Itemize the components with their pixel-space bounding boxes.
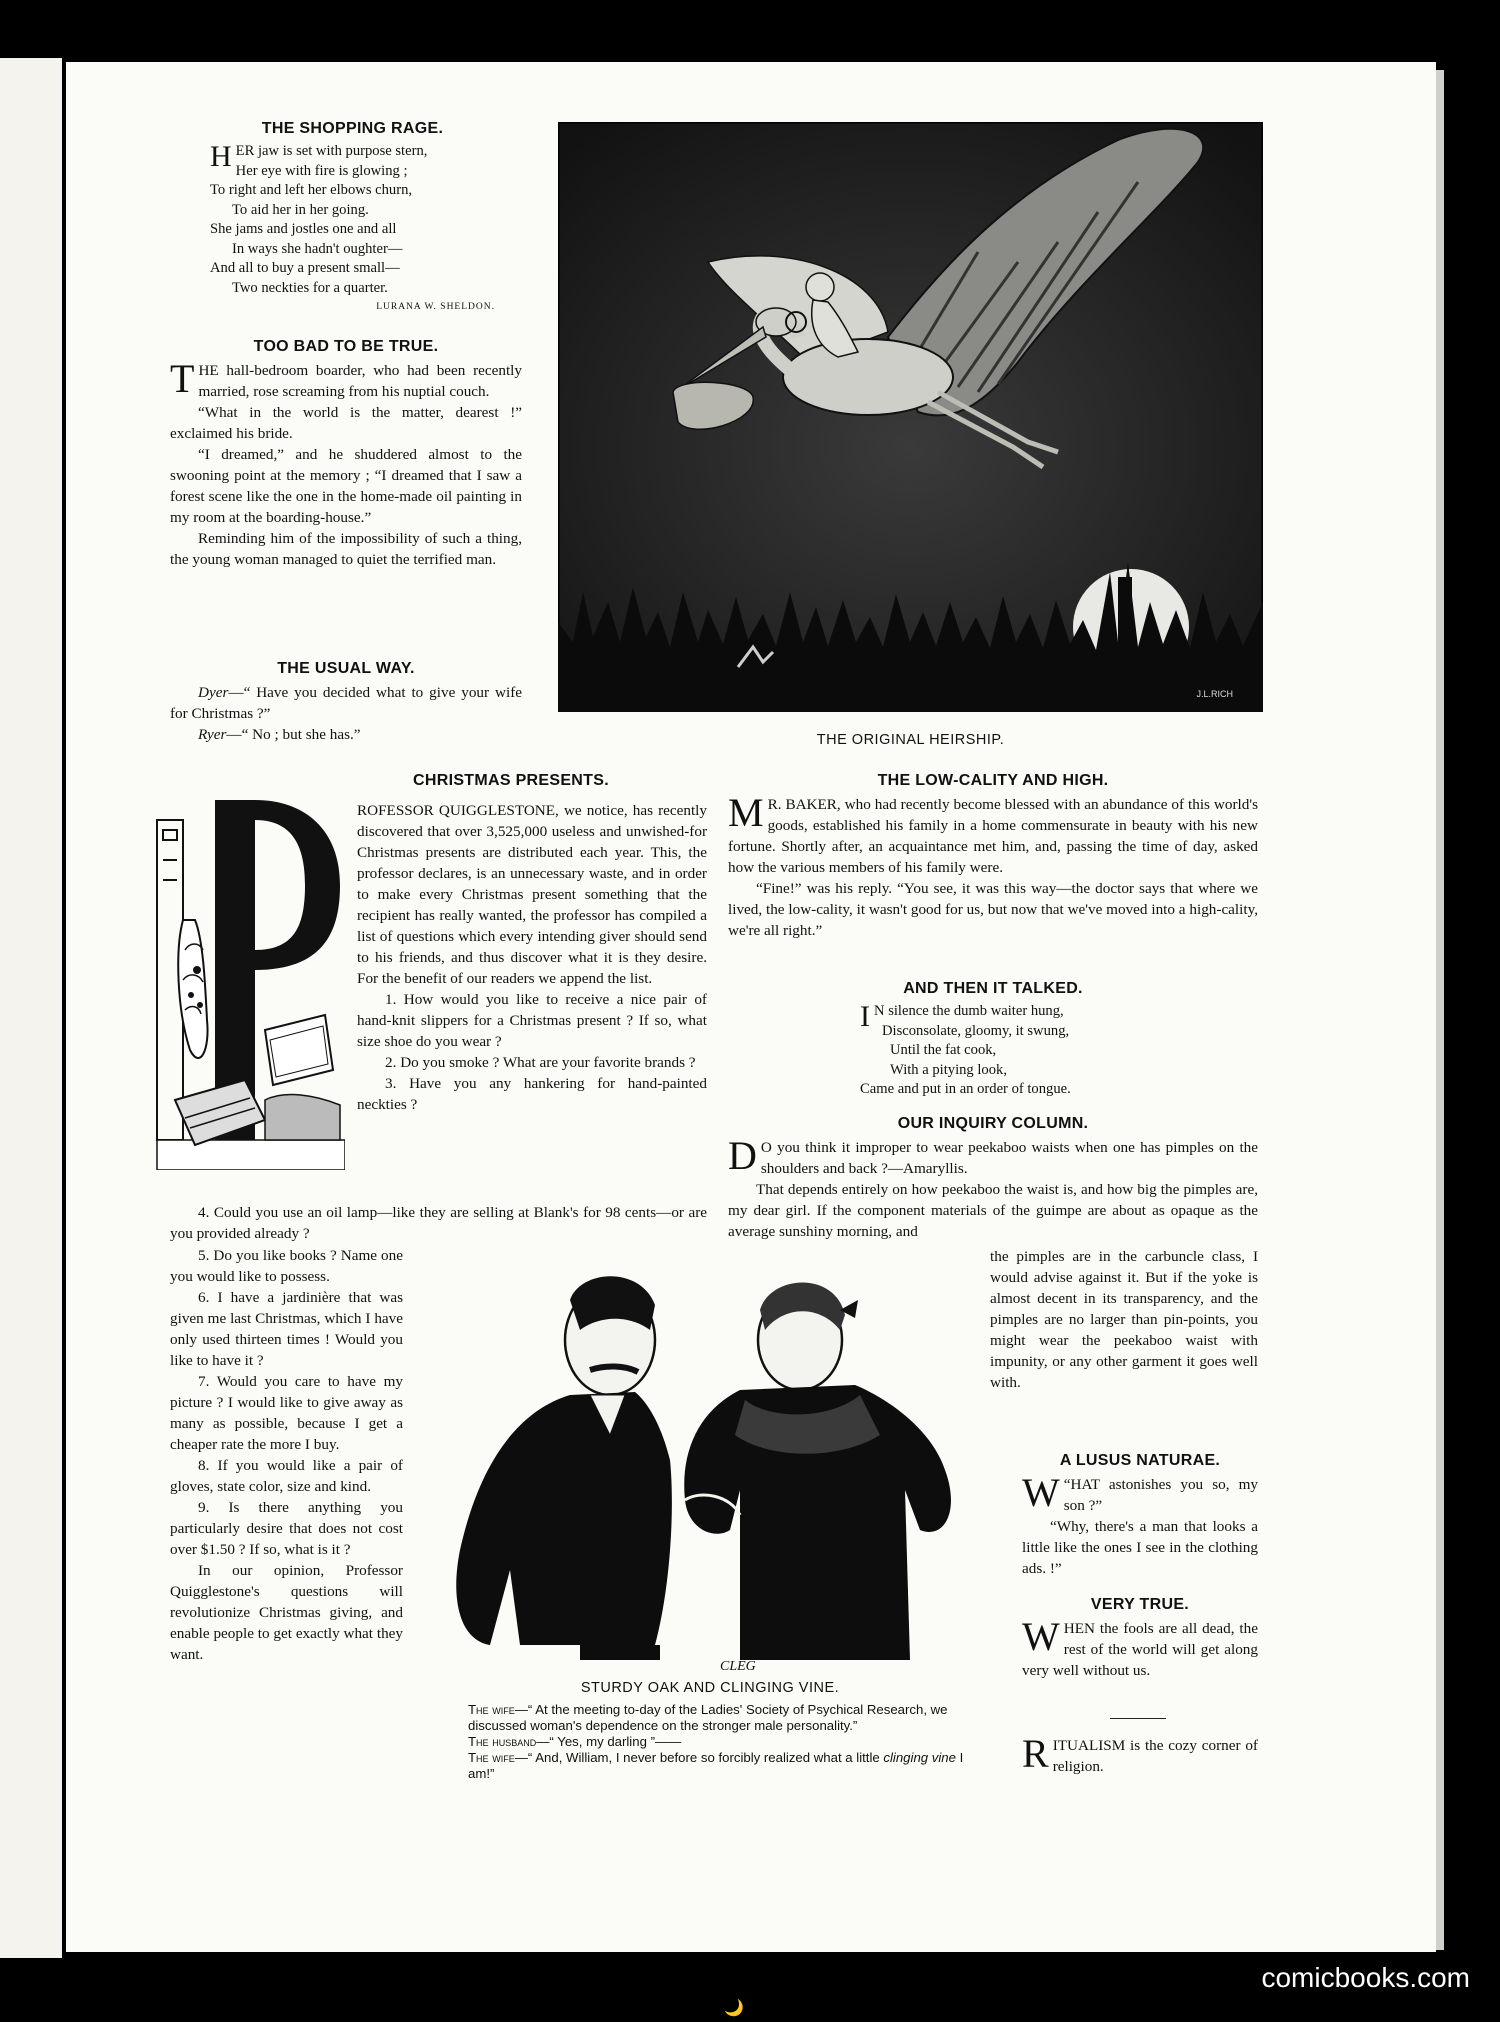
- inquiry-body-continued: [990, 1246, 1258, 1393]
- husband-coat: [456, 1392, 672, 1645]
- verse-line: In ways she hadn't oughter—: [232, 240, 403, 257]
- very-true-article: [1022, 1596, 1258, 1681]
- paragraph: ROFESSOR QUIGGLESTONE, we notice, has recently discovered that over 3,525,000 useless and unwished-for Christmas presents are distributed each year. This, the professor declares, is an unnecessary waste, and in order to make every Christmas present something that the recipient has really wanted, the professor has compiled a list of questions which every intending giver should send to his friends, and thus discover what it is they desire. For the benefit of our readers we append the list.: [357, 802, 707, 987]
- then-talked-poem: [728, 980, 1258, 1100]
- question-item: 8. If you would like a pair of gloves, state color, size and kind.: [170, 1457, 403, 1495]
- shopping-rage-verse: [210, 142, 495, 298]
- speaker-label: The wife: [468, 1750, 515, 1765]
- christmas-presents-article: [155, 772, 707, 794]
- speaker-name: Dyer: [198, 684, 229, 701]
- stork-illustration: [558, 122, 1263, 712]
- paragraph: R. BAKER, who had recently become blessed with an abundance of this world's goods, established his family in a home commensurate in beauty with his new fortune. Shortly after, an acquaintance met him, and, passing the time of day, asked how the various members of his family were.: [728, 796, 1258, 876]
- dialog-line: [438, 1702, 978, 1734]
- then-talked-title: AND THEN IT TALKED.: [903, 980, 1083, 997]
- paragraph: HEN the fools are all dead, the rest of the world will get along very well without us.: [1022, 1620, 1258, 1679]
- right-page-edge: [1436, 70, 1444, 1950]
- dialog-text: —“ And, William, I never before so forcibly realized what a little: [514, 1750, 880, 1765]
- too-bad-title: TOO BAD TO BE TRUE.: [253, 338, 439, 355]
- verse-line: To right and left her elbows churn,: [210, 182, 413, 198]
- paragraph: HE hall-bedroom boarder, who had been recently married, rose screaming from his nuptial couch.: [198, 362, 522, 400]
- shopping-rage-title: THE SHOPPING RAGE.: [261, 120, 444, 137]
- inquiry-body: [728, 1133, 1258, 1242]
- paragraph: HAT astonishes you so, my son ?”: [1063, 1476, 1258, 1514]
- lusus-article: [1022, 1452, 1258, 1579]
- verse-line: Disconsolate, gloomy, it swung,: [882, 1022, 1070, 1039]
- very-true-title: VERY TRUE.: [1090, 1596, 1190, 1613]
- artist-signature: CLEG: [720, 1659, 756, 1674]
- lowcality-article: [728, 772, 1258, 941]
- question-item: 6. I have a jardinière that was given me last Christmas, which I have only used thirteen times ! Would you like to have it ?: [170, 1289, 403, 1369]
- verse-line: Two neckties for a quarter.: [232, 279, 388, 296]
- dialog-line: —“ No ; but she has.”: [226, 726, 361, 743]
- page-bottom-mark: 🌙: [724, 2000, 744, 2017]
- inquiry-article: [728, 1115, 1258, 1242]
- paragraph: “Why, there's a man that looks a little like the ones I see in the clothing ads. !”: [1022, 1518, 1258, 1577]
- verse-line: Until the fat cook,: [890, 1042, 997, 1058]
- usual-way-body: [170, 682, 522, 745]
- shopping-rage-poem: [210, 120, 495, 312]
- paragraph: Reminding him of the impossibility of such a thing, the young woman managed to quiet the terrified man.: [170, 530, 522, 568]
- question-item: 1. How would you like to receive a nice pair of hand-knit slippers for a Christmas present ? If so, what size shoe do you wear ?: [357, 991, 707, 1050]
- bottom-illustration-caption: STURDY OAK AND CLINGING VINE.: [580, 1680, 840, 1696]
- drop-cap: H: [210, 140, 232, 173]
- then-talked-verse: [728, 1002, 1258, 1100]
- dialog-text: —“ Yes, my darling ”——: [536, 1734, 682, 1749]
- question-item: 2. Do you smoke ? What are your favorite brands ?: [385, 1054, 696, 1071]
- speaker-name: Ryer: [198, 726, 227, 743]
- dialog-line: —“ Have you decided what to give your wife for Christmas ?”: [170, 684, 522, 722]
- couple-drawing: [440, 1260, 980, 1680]
- drop-cap: T: [170, 356, 195, 401]
- question-item: 7. Would you care to have my picture ? I would like to give away as many as possible, because I get a cheaper rate the more I buy.: [170, 1373, 403, 1453]
- paragraph: ITUALISM is the cozy corner of religion.: [1052, 1737, 1258, 1775]
- dialog-line: [438, 1734, 978, 1750]
- artist-signature: J.L.RICH: [1196, 689, 1233, 699]
- lowcality-body: [728, 790, 1258, 941]
- question-item: 3. Have you any hankering for hand-painted neckties ?: [357, 1075, 707, 1113]
- paragraph: O you think it improper to wear peekaboo waists when one has pimples on the shoulders and back ?—Amaryllis.: [760, 1139, 1258, 1177]
- drop-cap: R: [1022, 1731, 1049, 1776]
- drop-cap: W: [1022, 1470, 1060, 1515]
- usual-way-title: THE USUAL WAY.: [277, 660, 415, 677]
- paragraph: That depends entirely on how peekaboo the waist is, and how big the pimples are, my dear girl. If the component materials of the guimpe are about as opaque as the average sunshiny morning, and: [728, 1181, 1258, 1240]
- paragraph: In our opinion, Professor Quigglestone's questions will revolutionize Christmas giving, and enable people to get exactly what they want.: [170, 1562, 403, 1663]
- question-item: 5. Do you like books ? Name one you would like to possess.: [170, 1247, 403, 1285]
- question-item: 4. Could you use an oil lamp—like they are selling at Blank's for 98 cents—or are you provided already ?: [170, 1204, 707, 1242]
- verse-line: N silence the dumb waiter hung,: [874, 1003, 1064, 1019]
- speaker-label: The husband: [468, 1734, 537, 1749]
- couple-illustration: [440, 1260, 980, 1680]
- drop-cap: W: [1022, 1614, 1060, 1659]
- verse-line: And all to buy a present small—: [210, 260, 400, 276]
- christmas-presents-column: [170, 1245, 403, 1665]
- paragraph: the pimples are in the carbuncle class, I would advise against it. But if the yoke is almost decent in its transparency, and the pimples are no larger than pin-points, you might wear the peekaboo waist with impunity, or any other garment it goes well with.: [990, 1248, 1258, 1391]
- very-true-body: [1022, 1614, 1258, 1681]
- verse-line: With a pitying look,: [890, 1061, 1007, 1078]
- verse-line: Came and put in an order of tongue.: [860, 1081, 1071, 1097]
- dialog-text: —“ At the meeting to-day of the Ladies' Society of Psychical Research, we discussed woman's dependence on the stronger male personality.”: [468, 1702, 948, 1733]
- dialog-text: I am!”: [468, 1750, 964, 1781]
- dialog-line: [438, 1750, 978, 1782]
- paragraph: “Fine!” was his reply. “You see, it was this way—the doctor says that where we lived, the low-cality, it wasn't good for us, but now that we've moved into a high-cality, we're all right.”: [728, 880, 1258, 939]
- too-bad-article: [170, 338, 522, 570]
- drop-cap: I: [860, 1000, 870, 1033]
- christmas-presents-q4: [170, 1202, 707, 1244]
- verse-line: She jams and jostles one and all: [210, 221, 397, 237]
- site-watermark: comicbooks.com: [1261, 1962, 1470, 1993]
- poem-author: LURANA W. SHELDON.: [376, 302, 495, 312]
- question-item: 9. Is there anything you particularly desire that does not cost over $1.50 ? If so, what is it ?: [170, 1499, 403, 1558]
- top-illustration-caption: THE ORIGINAL HEIRSHIP.: [816, 732, 1005, 748]
- too-bad-body: [170, 356, 522, 570]
- verse-line: ER jaw is set with purpose stern,: [235, 143, 428, 159]
- ritualism-article: [1022, 1731, 1258, 1777]
- lowcality-title: THE LOW-CALITY AND HIGH.: [877, 772, 1109, 789]
- usual-way-article: [170, 660, 522, 745]
- verse-line: To aid her in her going.: [232, 201, 369, 218]
- ornamental-p-icon: [155, 800, 345, 1170]
- drop-cap: M: [728, 790, 764, 835]
- paragraph: “What in the world is the matter, dearest !” exclaimed his bride.: [170, 404, 522, 442]
- cupid-head: [806, 273, 834, 301]
- drop-cap: D: [728, 1133, 757, 1178]
- inquiry-title: OUR INQUIRY COLUMN.: [897, 1115, 1089, 1132]
- column-divider: [1110, 1718, 1166, 1719]
- stork-drawing: [558, 122, 1263, 712]
- decorative-initial: [155, 800, 345, 1170]
- verse-line: Her eye with fire is glowing ;: [235, 162, 408, 179]
- christmas-presents-body: [357, 800, 707, 1115]
- left-page-edge: [0, 58, 62, 1958]
- speaker-label: The wife: [468, 1702, 515, 1717]
- dialog-emphasis: clinging vine: [883, 1750, 956, 1765]
- lusus-body: “ W HAT astonishes you so, my son ?” “Why, there's a man that looks a little like the ones I see in the clothing ads. !”: [1022, 1470, 1258, 1577]
- christmas-presents-title: CHRISTMAS PRESENTS.: [413, 772, 609, 789]
- lusus-title: A LUSUS NATURAE.: [1059, 1452, 1221, 1469]
- paragraph: “I dreamed,” and he shuddered almost to the swooning point at the memory ; “I dreamed that I saw a forest scene like the one in the home-made oil painting in my room at the boarding-house.”: [170, 446, 522, 526]
- bottom-illustration-dialog: [438, 1702, 978, 1782]
